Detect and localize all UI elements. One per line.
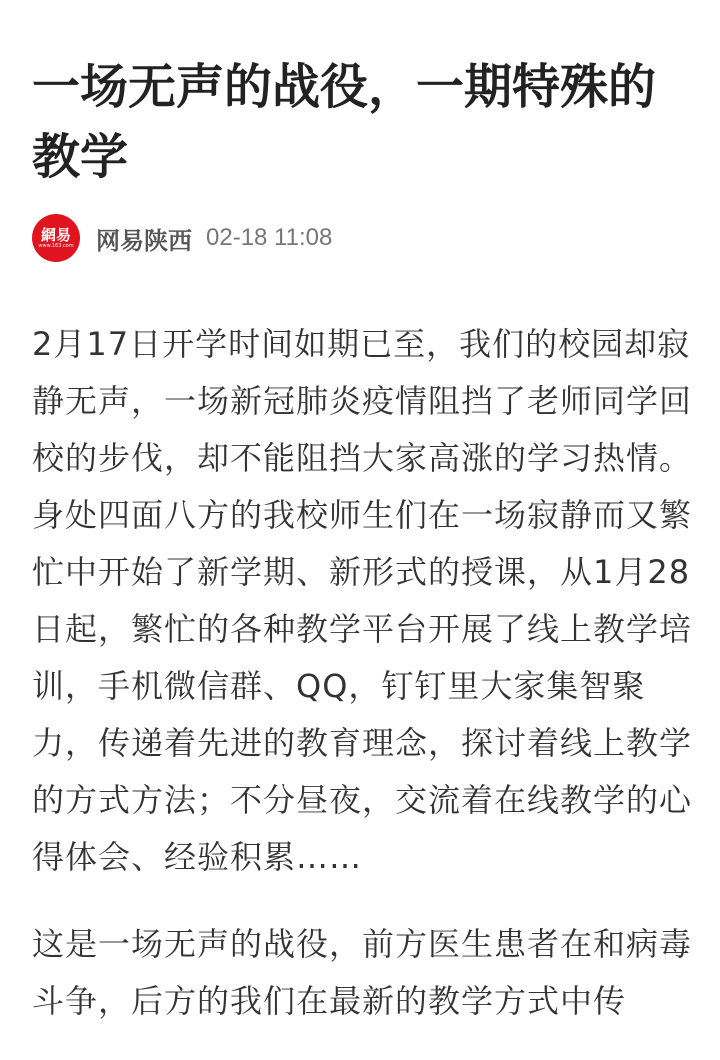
netease-logo-text: 網易 <box>40 226 71 244</box>
article-title: 一场无声的战役，一期特殊的教学 <box>32 59 657 185</box>
source-name[interactable]: 网易陕西 <box>96 226 192 255</box>
article-meta <box>32 214 692 262</box>
publish-time: 02-18 11:08 <box>206 224 333 251</box>
netease-logo[interactable] <box>32 214 80 262</box>
article-body <box>32 316 692 1030</box>
paragraph: 2月17日开学时间如期已至，我们的校园却寂静无声，一场新冠肺炎疫情阻挡了老师同学回校的步伐，却不能阻挡大家高涨的学习热情。身处四面八方的我校师生们在一场寂静而又繁忙中开始了新学期、新形式的授课，从1月28日起，繁忙的各种教学平台开展了线上教学培训，手机微信群、QQ，钉钉里大家集智聚力，传递着先进的教育理念，探讨着线上教学的方式方法；不分昼夜，交流着在线教学的心得体会、经验积累…… <box>32 325 693 876</box>
article <box>32 0 692 1060</box>
paragraph: 这是一场无声的战役，前方医生患者在和病毒斗争，后方的我们在最新的教学方式中传 <box>32 925 693 1020</box>
netease-logo-subtext: www.163.com <box>38 243 74 249</box>
